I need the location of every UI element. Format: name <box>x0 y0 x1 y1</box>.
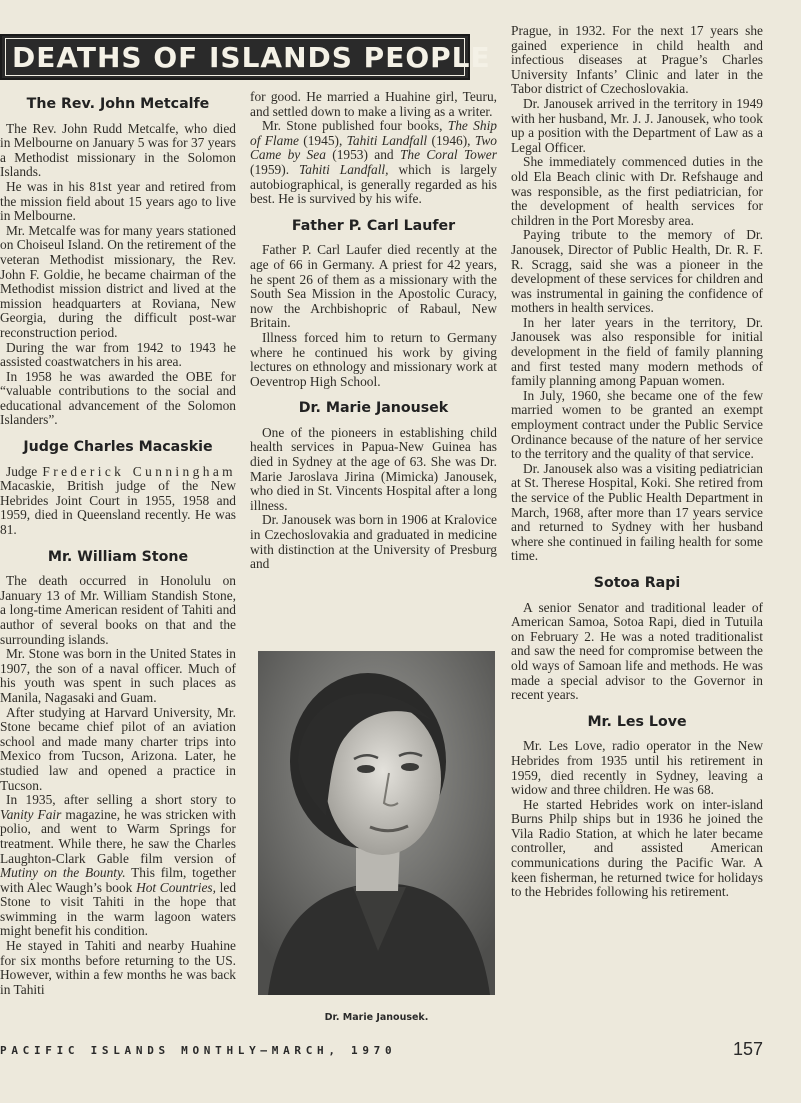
text-run: Macaskie, British judge of the New Hebrides Joint Court in 1955, 1958 and 1959, died in Queensland recently. He was 81. <box>0 478 236 538</box>
article-paragraph: The death occurred in Honolulu on January 13 of Mr. William Standish Stone, a long-time American resident of Tahiti and author of several books on that and the surrounding islands. <box>0 573 236 647</box>
article-paragraph: Mr. Stone was born in the United States in 1907, the son of a naval officer. Much of his youth was spent in such places as Manila, Nagasaki and Guam. <box>0 646 236 705</box>
spaced-name: Frederick Cunningham <box>42 463 236 479</box>
article-paragraph: Dr. Janousek arrived in the territory in 1949 with her husband, Mr. J. J. Janousek, who took up a position with the Department of Law as a Legal Officer. <box>511 95 763 155</box>
article-paragraph: Father P. Carl Laufer died recently at the age of 66 in Germany. A priest for 42 years, he spent 26 of them as a missionary with the South Sea Mission in the Apostolic Curacy, now the Archbishopric of Rabaul, New Britain. <box>250 242 497 331</box>
page-number: 157 <box>732 1039 763 1059</box>
article-paragraph: Mr. Les Love, radio operator in the New Hebrides from 1935 until his retirement in 1959, died recently in Sydney, leaving a widow and three children. He was 68. <box>511 738 763 798</box>
book-title: Two Came by Sea <box>250 132 497 163</box>
obituary-heading-rapi: Sotoa Rapi <box>593 574 681 591</box>
obituary-heading-janousek: Dr. Marie Janousek <box>298 400 449 417</box>
obituary-heading-metcalfe: The Rev. John Metcalfe <box>26 96 210 112</box>
text-run: (1953) and <box>332 147 394 163</box>
book-title: The Coral Tower <box>399 147 497 163</box>
obituary-heading-laufer: Father P. Carl Laufer <box>291 217 456 234</box>
article-paragraph <box>250 119 497 207</box>
article-paragraph: After studying at Harvard University, Mr. Stone became chief pilot of an aviation school and made many charter trips into Mexico from Tucson, Arizona. Later, he studied law and opened a practice in Tucson. <box>0 704 236 793</box>
photo-caption: Dr. Marie Janousek. <box>324 1012 429 1023</box>
obituary-heading-macaskie: Judge Charles Macaskie <box>23 439 213 456</box>
book-title: Hot Countries, <box>136 879 216 895</box>
middle-column <box>250 90 497 572</box>
article-paragraph: He started Hebrides work on inter-island Burns Philp ships but in 1936 he joined the Vila Radio Station, at which he later became controller, and assisted American communications during the Pacific War. A keen fisherman, he returned twice for holidays to the Hebrides following his retirement. <box>511 796 763 900</box>
article-paragraph <box>0 465 236 538</box>
book-title: Tahiti Landfall, <box>299 161 389 177</box>
film-title: Mutiny on the Bounty. <box>0 865 126 881</box>
article-paragraph: Prague, in 1932. For the next 17 years she gained experience in child health and infectious diseases at Prague’s Charles University Infants’ Clinic and later in the Tabor district of Czechoslovakia. <box>511 23 763 97</box>
text-run: Mr. Stone published four books, <box>262 118 443 134</box>
obituary-heading-stone: Mr. William Stone <box>47 548 189 565</box>
portrait-illustration <box>258 651 495 995</box>
article-paragraph: Mr. Metcalfe was for many years stationed on Choiseul Island. On the retirement of the veteran Methodist missionary, the Rev. John F. Goldie, he became chairman of the Methodist mission district and lived at the mission headquarters at Roviana, New Georgia, during the difficult post-war reconstruction period. <box>0 222 236 340</box>
article-paragraph: Paying tribute to the memory of Dr. Janousek, Director of Public Health, Dr. R. F. R. Scragg, said she was a pioneer in the development of these services for children and was instrumental in gaining the confidence of mothers in health services. <box>511 227 763 316</box>
obituary-heading-love: Mr. Les Love <box>587 713 687 730</box>
article-paragraph: In July, 1960, she became one of the few married women to be granted an exempt employment contract under the Public Service Ordinance because of the nature of her service to the territory and the quality of that service. <box>511 387 763 462</box>
article-paragraph <box>0 793 236 939</box>
article-paragraph: Dr. Janousek also was a visiting pediatrician at St. Therese Hospital, Koki. She retired from the service of the Public Health Department in March, 1968, after more than 17 years service and returned to Sydney with her husband where she continued in failing health for some time. <box>511 460 763 564</box>
text-run: In 1935, after selling a short story to <box>6 792 236 808</box>
article-paragraph: In her later years in the territory, Dr. Janousek was also responsible for initial development in the field of family planning and first tested many modern methods of family planning among Papuan women. <box>511 314 763 389</box>
left-column <box>0 92 236 997</box>
text-run: magazine, he was stricken with polio, and went to Warm Springs for treatment. While there, he saw the Charles Laughton-Clark Gable film version of <box>0 806 236 866</box>
magazine-title: Vanity Fair <box>0 806 62 822</box>
article-paragraph: She immediately commenced duties in the old Ela Beach clinic with Dr. Refshauge and was responsible, as the first pediatrician, for the development of health services for children in the Port Moresby area. <box>511 154 763 228</box>
right-column <box>511 24 763 900</box>
article-paragraph: He stayed in Tahiti and nearby Huahine for six months before returning to the US. However, within a few months he was back in Tahiti <box>0 938 236 997</box>
text-run: which is largely autobiographical, is generally regarded as his best. He is survived by his wife. <box>250 161 497 207</box>
publication-line: PACIFIC ISLANDS MONTHLY—MARCH, 1970 <box>0 1044 397 1057</box>
text-run: (1945), <box>303 132 343 148</box>
article-paragraph: During the war from 1942 to 1943 he assisted coastwatchers in his area. <box>0 339 236 370</box>
banner-title: DEATHS OF ISLANDS PEOPLE <box>12 40 491 74</box>
text-run: Judge <box>6 463 38 479</box>
text-run: This film, together with Alec Waugh’s book <box>0 865 237 895</box>
banner-frame <box>5 38 491 76</box>
section-banner <box>0 34 491 80</box>
article-paragraph: for good. He married a Huahine girl, Teuru, and settled down to make a living as a writer. <box>250 89 497 119</box>
article-paragraph: One of the pioneers in establishing child health services in Papua-New Guinea has died in Sydney at the age of 63. She was Dr. Marie Jaroslava Jirina (Mimicka) Janousek, who died in St. Vincents Hospital after a long illness. <box>250 424 497 513</box>
book-title: The Ship of Flame <box>250 118 497 148</box>
article-paragraph: He was in his 81st year and retired from the mission field about 15 years ago to live in Melbourne. <box>0 178 236 224</box>
portrait-photo <box>258 651 495 995</box>
article-paragraph: Dr. Janousek was born in 1906 at Kralovice in Czechoslovakia and graduated in medicine with distinction at the University of Presburg and <box>250 512 497 572</box>
article-paragraph: The Rev. John Rudd Metcalfe, who died in Melbourne on January 5 was for 37 years a Methodist missionary in the Solomon Islands. <box>0 120 236 180</box>
book-title: Tahiti Landfall <box>346 132 428 148</box>
text-run: (1959). <box>250 161 290 177</box>
text-run: led Stone to visit Tahiti in the hope that swimming in the warm lagoon waters might benefit his condition. <box>0 879 237 939</box>
article-paragraph: A senior Senator and traditional leader of American Samoa, Sotoa Rapi, died in Tutuila on February 2. He was a noted traditionalist and saw the need for compromise between the old ways of Samoan life and methods. He was made a special advisor to the Governor in recent years. <box>511 599 763 703</box>
text-run: (1946), <box>431 132 471 148</box>
article-paragraph: Illness forced him to return to Germany where he continued his work by giving lectures on ethnology and missionary work at Oeventrop High School. <box>250 329 497 389</box>
page-footer <box>0 1041 801 1061</box>
article-paragraph: In 1958 he was awarded the OBE for “valuable contributions to the social and educational advancement of the Solomon Islanders”. <box>0 368 236 428</box>
